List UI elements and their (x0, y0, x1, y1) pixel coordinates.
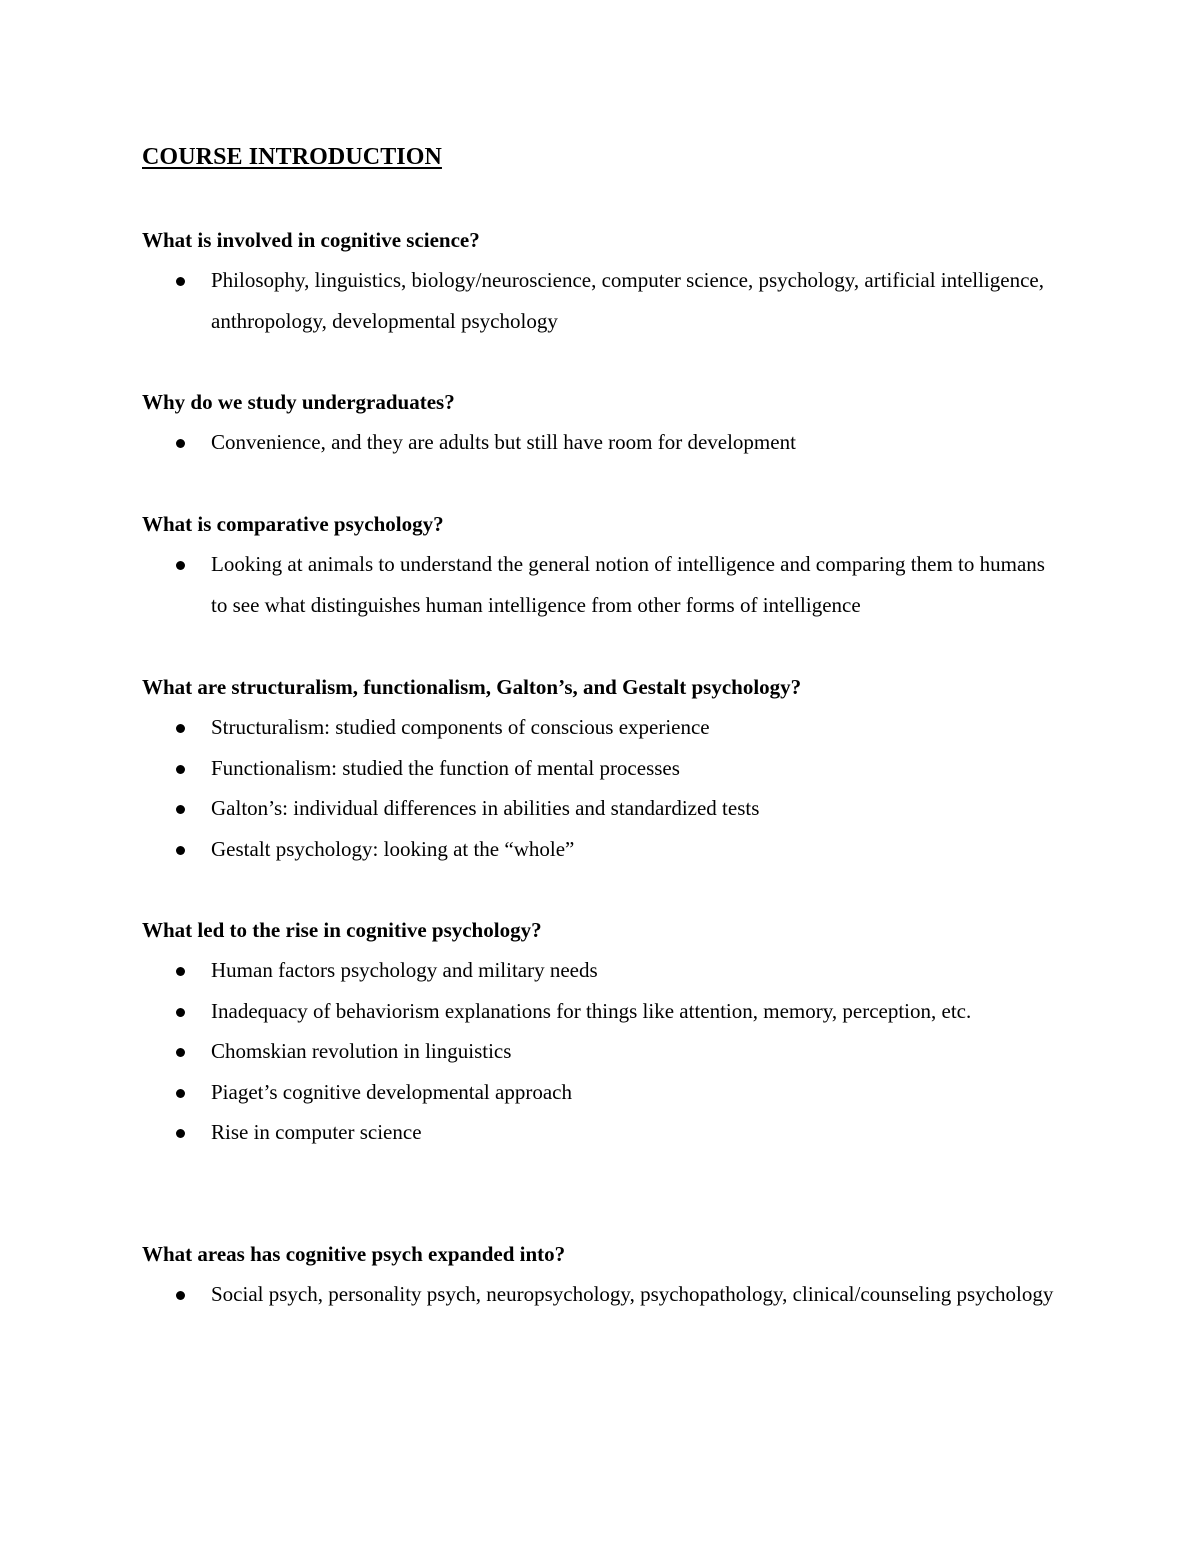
answer-item (142, 1274, 1062, 1315)
answer-item (142, 422, 1062, 463)
answer-text: Gestalt psychology: looking at the “whole” (211, 836, 575, 861)
answer-list (142, 260, 1062, 341)
bullet-icon (176, 967, 185, 976)
answer-item (142, 829, 1062, 870)
answer-item (142, 707, 1062, 748)
section-rise-of-cognitive-psychology (142, 910, 1062, 1153)
bullet-icon (176, 561, 185, 570)
answer-text: Human factors psychology and military needs (211, 958, 598, 982)
answer-list (142, 950, 1062, 1153)
answer-item (142, 1031, 1062, 1072)
bullet-icon (176, 724, 185, 733)
bullet-icon (176, 805, 185, 814)
answer-item (142, 950, 1062, 991)
answer-text: Structuralism: studied components of conscious experience (211, 715, 710, 739)
answer-item (142, 788, 1062, 829)
bullet-icon (176, 1048, 185, 1057)
section-comparative-psychology (142, 504, 1062, 625)
answer-item (142, 1112, 1062, 1153)
section-question: Why do we study undergraduates? (142, 390, 455, 414)
document-title: COURSE INTRODUCTION (142, 144, 442, 170)
answer-item (142, 1072, 1062, 1113)
answer-list (142, 1274, 1062, 1315)
bullet-icon (176, 1008, 185, 1017)
section-expanded-areas (142, 1234, 1062, 1315)
answer-text: Philosophy, linguistics, biology/neuroscience, computer science, psychology, artificial intelligence, anthropology, developmental psychology (211, 268, 1044, 333)
answer-list (142, 422, 1062, 463)
bullet-icon (176, 1089, 185, 1098)
section-question: What areas has cognitive psych expanded into? (142, 1242, 566, 1266)
answer-item (142, 544, 1062, 625)
section-question: What are structuralism, functionalism, Galton’s, and Gestalt psychology? (142, 675, 802, 699)
bullet-icon (176, 765, 185, 774)
section-cognitive-science (142, 220, 1062, 341)
section-question: What is involved in cognitive science? (142, 228, 480, 252)
bullet-icon (176, 1291, 185, 1300)
answer-item (142, 748, 1062, 789)
answer-text: Chomskian revolution in linguistics (211, 1039, 512, 1063)
section-question: What led to the rise in cognitive psychology? (142, 918, 542, 942)
bullet-icon (176, 1129, 185, 1138)
bullet-icon (176, 277, 185, 286)
answer-text: Piaget’s cognitive developmental approach (211, 1079, 572, 1104)
answer-text: Functionalism: studied the function of mental processes (211, 755, 680, 780)
answer-text: Inadequacy of behaviorism explanations for things like attention, memory, perception, etc. (211, 998, 972, 1023)
answer-text: Looking at animals to understand the general notion of intelligence and comparing them to humans to see what distinguishes human intelligence from other forms of intelligence (211, 552, 1045, 617)
answer-text: Galton’s: individual differences in abilities and standardized tests (211, 796, 760, 820)
answer-item (142, 991, 1062, 1032)
section-undergraduates (142, 382, 1062, 463)
answer-text: Convenience, and they are adults but still have room for development (211, 430, 796, 454)
answer-item (142, 260, 1062, 341)
bullet-icon (176, 439, 185, 448)
section-question: What is comparative psychology? (142, 512, 444, 536)
answer-list (142, 544, 1062, 625)
answer-text: Rise in computer science (211, 1120, 422, 1144)
answer-text: Social psych, personality psych, neuropsychology, psychopathology, clinical/counseling psychology (211, 1282, 1054, 1306)
answer-list (142, 707, 1062, 869)
bullet-icon (176, 846, 185, 855)
section-schools-of-psychology (142, 667, 1062, 869)
